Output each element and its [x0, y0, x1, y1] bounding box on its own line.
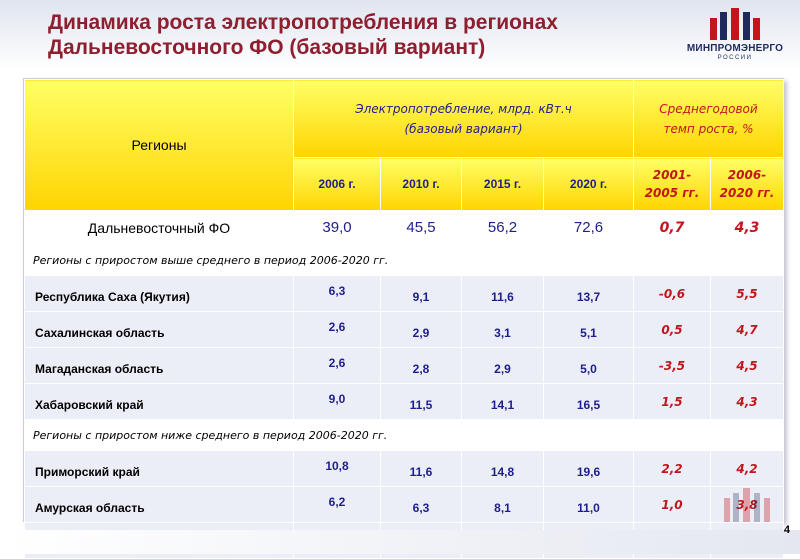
data-table-panel: [23, 78, 784, 522]
growth-rate-value: 4,5: [711, 348, 784, 384]
consumption-value: 2,8: [381, 348, 462, 384]
consumption-value: 14,1: [462, 384, 544, 420]
header-consumption-line-1: Электропотребление, млрд. кВт.ч: [355, 101, 572, 116]
growth-rate-value: 1,0: [634, 487, 711, 523]
consumption-value: 10,8: [294, 451, 381, 487]
consumption-value: 19,6: [544, 451, 634, 487]
consumption-value: 9,0: [294, 384, 381, 420]
consumption-value: 2,6: [294, 348, 381, 384]
growth-rate-value: -3,5: [634, 348, 711, 384]
region-name: Хабаровский край: [25, 384, 294, 420]
consumption-value: 9,1: [381, 276, 462, 312]
consumption-value: 6,3: [294, 276, 381, 312]
header-period-line-2: 2020 гг.: [719, 186, 775, 200]
slide-footer-background: [0, 530, 800, 554]
header-growth-rate: [634, 80, 784, 158]
region-name: Магаданская область: [25, 348, 294, 384]
table-row: [25, 451, 784, 487]
header-growth-rate-line-1: Среднегодовой: [659, 101, 758, 116]
growth-rate-value: 0,5: [634, 312, 711, 348]
consumption-value: 2,9: [381, 312, 462, 348]
slide-title-line-2: Дальневосточного ФО (базовый вариант): [48, 36, 486, 59]
consumption-value: 3,1: [462, 312, 544, 348]
consumption-value: 5,0: [544, 348, 634, 384]
ministry-logo-icon: [710, 8, 760, 40]
growth-rate-value: 4,3: [711, 384, 784, 420]
table-row-total: [25, 211, 784, 245]
group-row-above: [25, 245, 784, 276]
consumption-value: 39,0: [294, 211, 381, 245]
header-period-line-1: 2001-: [652, 168, 692, 182]
region-name: Республика Саха (Якутия): [25, 276, 294, 312]
header-year: 2006 г.: [294, 158, 381, 211]
consumption-value: 16,5: [544, 384, 634, 420]
header-year: 2010 г.: [381, 158, 462, 211]
group-label-above: Регионы с приростом выше среднего в период 2006-2020 гг.: [25, 245, 784, 276]
region-name: Сахалинская область: [25, 312, 294, 348]
consumption-value: 2,6: [294, 312, 381, 348]
header-year: 2015 г.: [462, 158, 544, 211]
consumption-value: 6,3: [381, 487, 462, 523]
table-row: [25, 312, 784, 348]
consumption-value: 11,5: [381, 384, 462, 420]
consumption-value: 11,6: [462, 276, 544, 312]
consumption-value: 5,1: [544, 312, 634, 348]
decorative-logo-mark-icon: [724, 488, 776, 522]
consumption-value: 45,5: [381, 211, 462, 245]
consumption-value: 2,9: [462, 348, 544, 384]
header-growth-rate-line-2: темп роста, %: [663, 121, 754, 136]
header-year: 2020 г.: [544, 158, 634, 211]
consumption-value: 72,6: [544, 211, 634, 245]
group-label-below: Регионы с приростом ниже среднего в период 2006-2020 гг.: [25, 420, 784, 451]
header-consumption-line-2: (базовый вариант): [404, 121, 523, 136]
slide-title: [48, 10, 558, 60]
header-period: [711, 158, 784, 211]
growth-rate-value: 5,5: [711, 276, 784, 312]
growth-rate-value: 1,5: [634, 384, 711, 420]
header-regions: Регионы: [25, 80, 294, 211]
region-name: Амурская область: [25, 487, 294, 523]
region-name: Дальневосточный ФО: [25, 211, 294, 245]
region-name: Приморский край: [25, 451, 294, 487]
table-row: [25, 276, 784, 312]
consumption-value: 13,7: [544, 276, 634, 312]
growth-rate-value: -0,6: [634, 276, 711, 312]
table-row: [25, 348, 784, 384]
growth-rate-value: 4,7: [711, 312, 784, 348]
growth-rate-value: 0,7: [634, 211, 711, 245]
group-row-below: [25, 420, 784, 451]
growth-rate-value: 2,2: [634, 451, 711, 487]
header-period-line-1: 2006-: [727, 168, 767, 182]
table-row: [25, 384, 784, 420]
header-period-line-2: 2005 гг.: [644, 186, 700, 200]
ministry-logo-name: МИНПРОМЭНЕРГО: [686, 43, 784, 54]
table-row: [25, 487, 784, 523]
page-number: 4: [783, 524, 790, 536]
consumption-value: 11,6: [381, 451, 462, 487]
consumption-value: 6,2: [294, 487, 381, 523]
slide-title-line-1: Динамика роста электропотребления в регионах: [48, 11, 558, 34]
ministry-logo-subtitle: РОССИИ: [717, 55, 753, 61]
growth-rate-value: 4,2: [711, 451, 784, 487]
growth-rate-value: 4,3: [711, 211, 784, 245]
consumption-table: [24, 79, 784, 559]
consumption-value: 56,2: [462, 211, 544, 245]
header-consumption: [294, 80, 634, 158]
growth-rate-value: 3,8: [711, 487, 784, 523]
ministry-logo: [676, 8, 794, 64]
header-period: [634, 158, 711, 211]
consumption-value: 8,1: [462, 487, 544, 523]
consumption-value: 11,0: [544, 487, 634, 523]
consumption-value: 14,8: [462, 451, 544, 487]
